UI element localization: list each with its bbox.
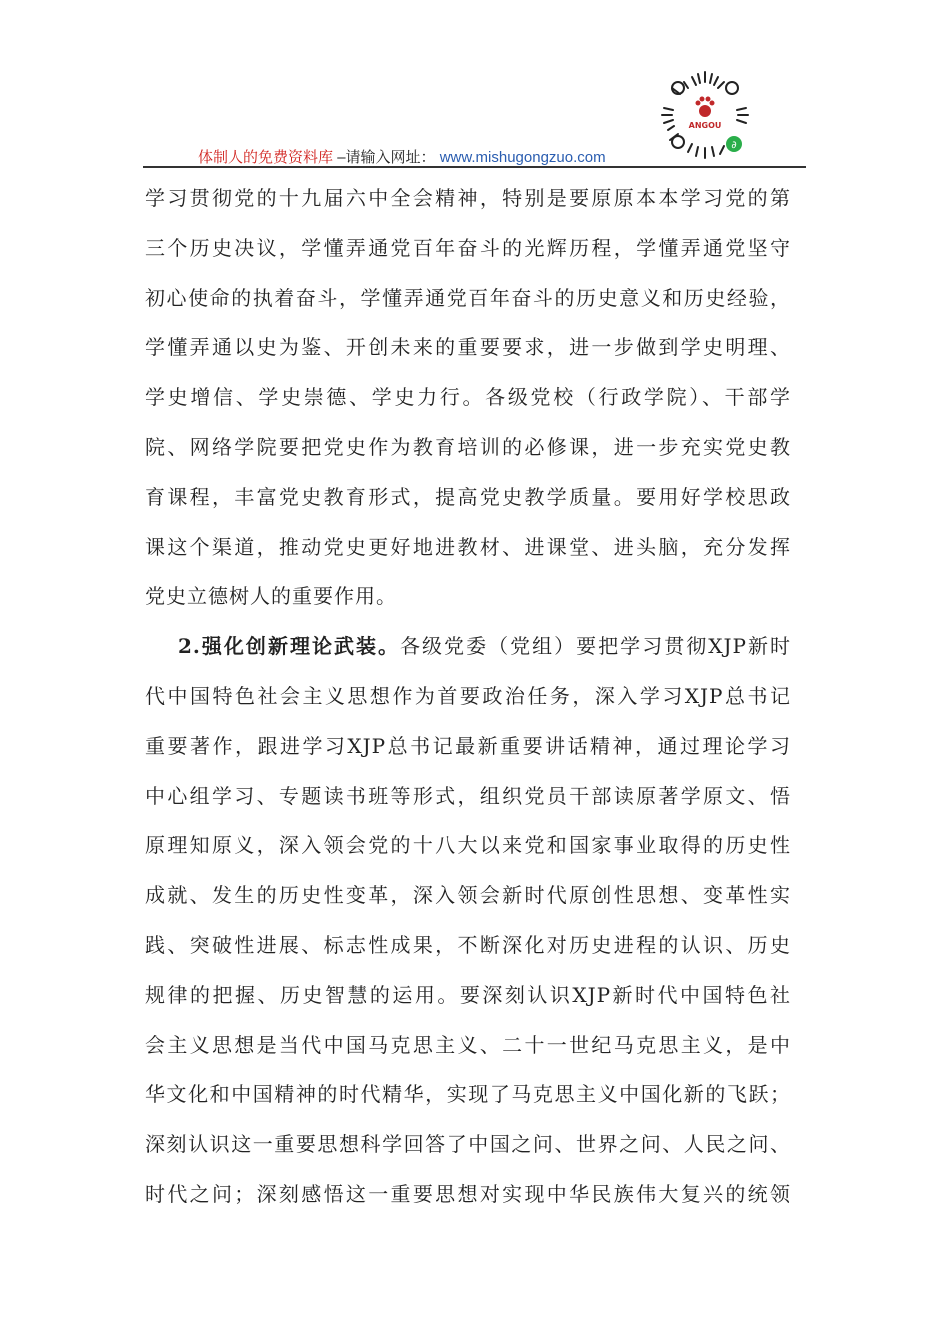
text-line: 中心组学习、专题读书班等形式，组织党员干部读原著学原文、悟 bbox=[145, 783, 791, 808]
text-line: 三个历史决议，学懂弄通党百年奋斗的光辉历程，学懂弄通党坚守 bbox=[145, 235, 791, 260]
text-line bbox=[145, 631, 791, 681]
header-divider bbox=[143, 166, 806, 168]
site-name: 体制人的免费资料库 bbox=[198, 149, 334, 166]
text-line: 党史立德树人的重要作用。 bbox=[145, 584, 397, 609]
text-line: 学懂弄通以史为鉴、开创未来的重要要求，进一步做到学史明理、 bbox=[145, 335, 791, 360]
paragraph-1 bbox=[145, 183, 791, 631]
text-line: 院、网络学院要把党史作为教育培训的必修课，进一步充实党史教 bbox=[145, 434, 791, 459]
text-line: 成就、发生的历史性变革，深入领会新时代原创性思想、变革性实 bbox=[145, 883, 791, 908]
text-line: 学史增信、学史崇德、学史力行。各级党校（行政学院）、干部学 bbox=[145, 385, 791, 410]
text-line: 规律的把握、历史智慧的运用。要深刻认识XJP新时代中国特色社 bbox=[145, 982, 791, 1007]
text-line: 深刻认识这一重要思想科学回答了中国之问、世界之问、人民之问、 bbox=[145, 1132, 791, 1157]
text-line: 课这个渠道，推动党史更好地进教材、进课堂、进头脑，充分发挥 bbox=[145, 534, 791, 559]
section-heading: 2.强化创新理论武装。 bbox=[178, 634, 401, 659]
document-body bbox=[145, 183, 791, 1229]
text-line: 代中国特色社会主义思想作为首要政治任务，深入学习XJP总书记 bbox=[145, 683, 791, 708]
svg-text:∂: ∂ bbox=[731, 140, 737, 151]
text-line: 育课程，丰富党史教育形式，提高党史教学质量。要用好学校思政 bbox=[145, 484, 791, 509]
text-line: 华文化和中国精神的时代精华，实现了马克思主义中国化新的飞跃； bbox=[145, 1082, 791, 1107]
text-line: 践、突破性进展、标志性成果，不断深化对历史进程的认识、历史 bbox=[145, 932, 791, 957]
text-line: 学习贯彻党的十九届六中全会精神，特别是要原原本本学习党的第 bbox=[145, 186, 791, 210]
page-header bbox=[198, 146, 606, 167]
text-line: 初心使命的执着奋斗，学懂弄通党百年奋斗的历史意义和历史经验， bbox=[145, 285, 791, 310]
url-prompt: –请输入网址： bbox=[337, 149, 436, 166]
qr-code-icon bbox=[658, 68, 752, 162]
text-line: 原理知原义，深入领会党的十八大以来党和国家事业取得的历史性 bbox=[145, 833, 791, 858]
text-line: 时代之问；深刻感悟这一重要思想对实现中华民族伟大复兴的统领 bbox=[145, 1181, 791, 1206]
paragraph-2 bbox=[145, 631, 791, 1229]
text-line: 会主义思想是当代中国马克思主义、二十一世纪马克思主义，是中 bbox=[145, 1032, 791, 1057]
svg-text:ANGOU: ANGOU bbox=[688, 121, 722, 130]
site-url[interactable]: www.mishugongzuo.com bbox=[439, 149, 606, 166]
text-span: 各级党委（党组）要把学习贯彻XJP新时 bbox=[400, 634, 791, 659]
text-line: 重要著作，跟进学习XJP总书记最新重要讲话精神，通过理论学习 bbox=[145, 733, 791, 758]
